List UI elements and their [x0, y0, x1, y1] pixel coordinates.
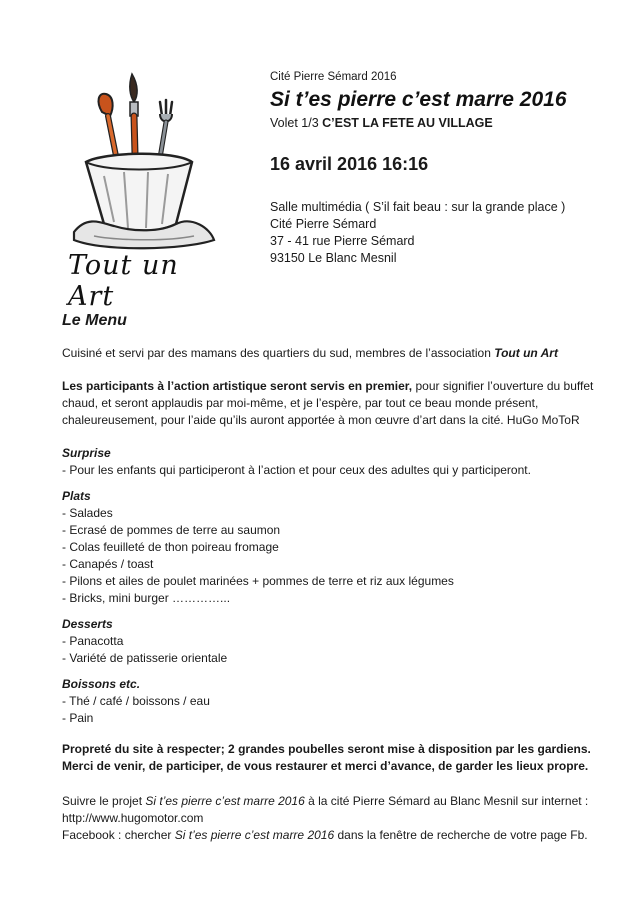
menu-item: - Thé / café / boissons / eau [62, 694, 210, 708]
section-title: Desserts [62, 617, 113, 631]
menu-intro [62, 345, 602, 362]
cup-with-brushes-icon [64, 64, 224, 254]
project-name: Si t’es pierre c’est marre 2016 [174, 828, 335, 842]
section-title: Plats [62, 489, 91, 503]
follow-prefix: Suivre le projet [62, 794, 146, 808]
cleanliness-notice [62, 741, 602, 775]
intro-text: Cuisiné et servi par des mamans des quartiers du sud, membres de l’association [62, 346, 495, 360]
section-title: Surprise [62, 446, 111, 460]
event-address [270, 199, 620, 267]
notice-line: Merci de venir, de participer, de vous restaurer et merci d’avance, de garder les lieux propre. [62, 759, 589, 773]
logo-text: Tout un Art [68, 250, 179, 312]
menu-item: - Ecrasé de pommes de terre au saumon [62, 523, 281, 537]
participants-bold: Les participants à l’action artistique seront servis en premier, [62, 379, 413, 393]
event-header [270, 70, 620, 267]
menu-item: - Pour les enfants qui participeront à l’action et pour ceux des adultes qui y participeront. [62, 463, 531, 477]
section-title: Boissons etc. [62, 677, 141, 691]
website-link[interactable]: http://www.hugomotor.com [62, 811, 204, 825]
menu-item: - Canapés / toast [62, 557, 154, 571]
tout-un-art-logo [64, 64, 224, 312]
event-subtitle: Cité Pierre Sémard 2016 [270, 71, 397, 83]
volet-name: C’EST LA FETE AU VILLAGE [322, 116, 493, 130]
participants-text: pour signifier l’ouverture du buffet chaud, et seront applaudis par moi-même, et je l’espère, par tout ce beau monde présent, chaleureusement, pour l’aide qu’ils auront apportée à mon œuvre d’art dans la cité. HuGo MoToR [62, 379, 594, 427]
menu-item: - Colas feuilleté de thon poireau fromage [62, 540, 279, 554]
menu-section-boissons [62, 676, 602, 727]
menu-item: - Panacotta [62, 634, 124, 648]
association-name: Tout un Art [494, 346, 558, 360]
event-title: Si t’es pierre c’est marre 2016 [270, 88, 567, 111]
menu-item: - Bricks, mini burger …………... [62, 591, 231, 605]
volet-prefix: Volet 1/3 [270, 116, 323, 130]
menu-title: Le Menu [62, 312, 127, 329]
follow-suffix: à la cité Pierre Sémard au Blanc Mesnil sur internet : [304, 794, 589, 808]
fb-prefix: Facebook : chercher [62, 828, 175, 842]
menu-body [62, 312, 602, 844]
fb-suffix: dans la fenêtre de recherche de votre page Fb. [334, 828, 588, 842]
address-line: 93150 Le Blanc Mesnil [270, 251, 397, 265]
notice-line: Propreté du site à respecter; 2 grandes poubelles seront mise à disposition par les gardiens. [62, 742, 591, 756]
menu-item: - Salades [62, 506, 113, 520]
project-name: Si t’es pierre c’est marre 2016 [145, 794, 305, 808]
event-volet [270, 115, 620, 131]
participants-paragraph [62, 378, 602, 429]
event-date: 16 avril 2016 16:16 [270, 154, 429, 174]
address-line: Cité Pierre Sémard [270, 217, 377, 231]
menu-item: - Pain [62, 711, 94, 725]
project-links [62, 793, 602, 844]
address-line: Salle multimédia ( S’il fait beau : sur la grande place ) [270, 200, 566, 214]
menu-section-surprise [62, 445, 602, 479]
address-line: 37 - 41 rue Pierre Sémard [270, 234, 415, 248]
facebook-line [62, 827, 602, 844]
menu-item: - Variété de patisserie orientale [62, 651, 228, 665]
menu-section-desserts [62, 616, 602, 667]
follow-line [62, 793, 602, 810]
menu-item: - Pilons et ailes de poulet marinées + pommes de terre et riz aux légumes [62, 574, 454, 588]
menu-section-plats [62, 488, 602, 607]
